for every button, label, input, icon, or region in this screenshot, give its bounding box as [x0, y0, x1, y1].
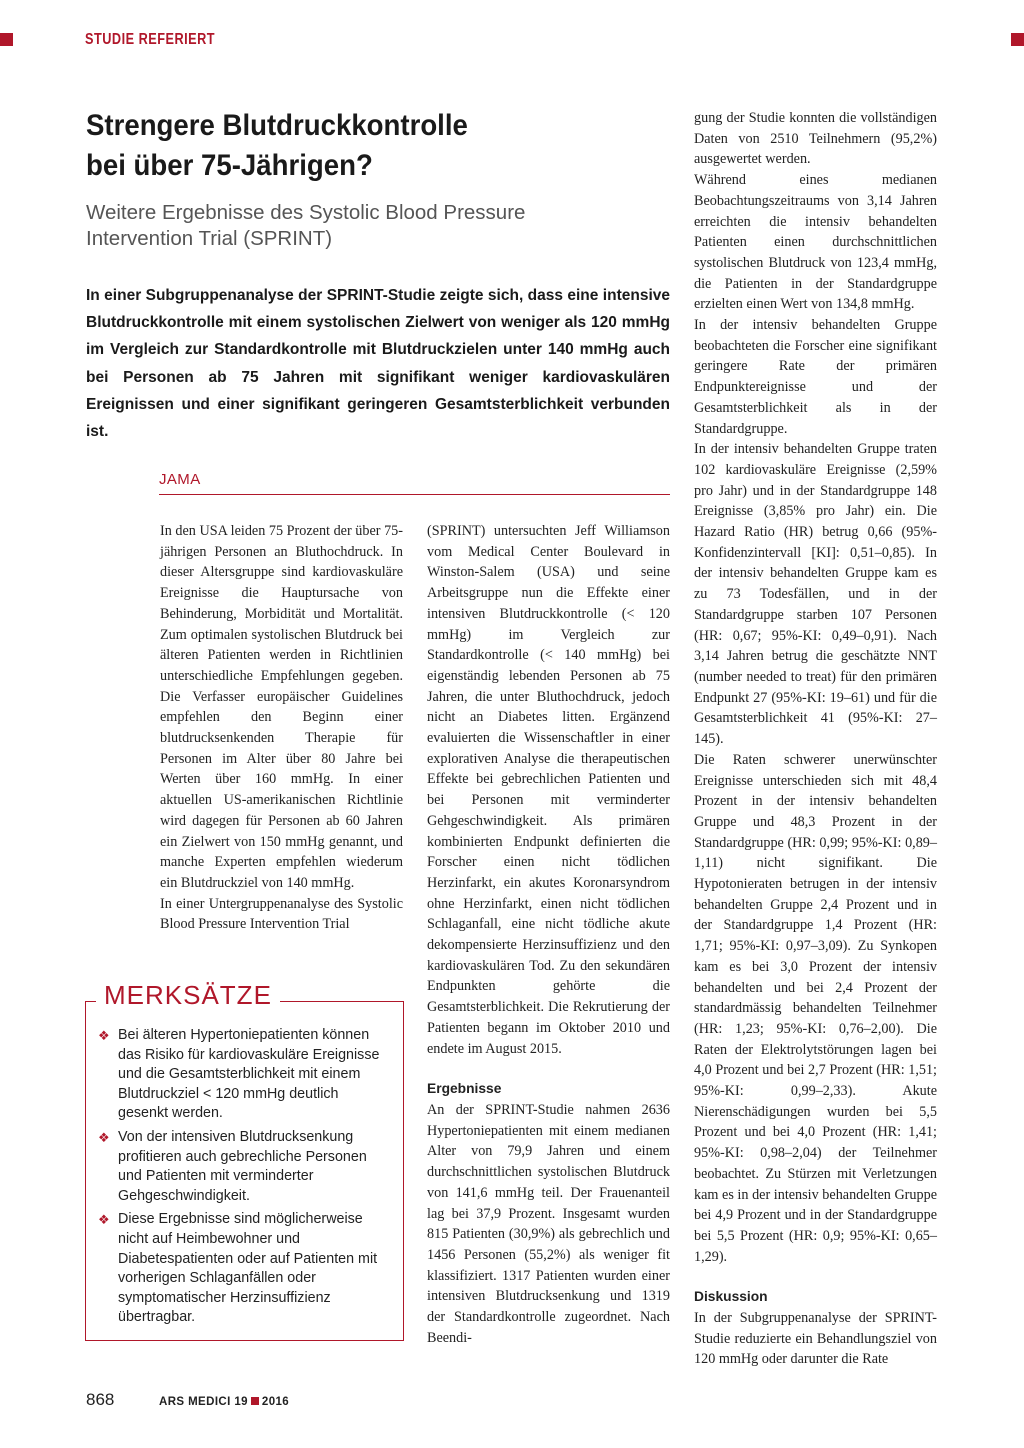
- header-marker-left: [0, 33, 13, 46]
- diamond-bullet-icon: ❖: [98, 1129, 110, 1145]
- column-3-paragraph-6: In der Subgruppenanalyse der SPRINT-Studie reduzierte ein Behandlungsziel von 120 mmHg oder darunter die Rate: [694, 1310, 937, 1368]
- source-label: JAMA: [159, 471, 201, 488]
- column-1-paragraph-1: In den USA leiden 75 Prozent der über 75-jährigen Personen an Bluthochdruck. In dieser Altersgruppe sind kardiovaskuläre Ereignisse die Hauptursache von Behinderung, Morbidität und Mortalität. Zum optimalen systolischen Blutdruck bei älteren Patienten werden in Richtlinien unterschiedliche Empfehlungen gegeben. Die Verfasser europäischer Guidelines empfehlen den Beginn einer blutdrucksenkenden Therapie für Personen im Alter über 80 Jahre bei Werten über 160 mmHg. In einer aktuellen US-amerikanischen Richtlinie wird dagegen für Personen ab 60 Jahren ein Zielwert von 150 mmHg genannt, und manche Experten empfehlen wiederum ein Blutdruckziel von 140 mmHg.: [160, 523, 403, 891]
- section-heading-diskussion: Diskussion: [694, 1289, 768, 1305]
- column-1: [160, 521, 403, 935]
- merksaetze-rule-right: [268, 1001, 403, 1002]
- diamond-bullet-icon: ❖: [98, 1028, 110, 1043]
- column-3: [694, 108, 937, 1370]
- column-3-paragraph-5: Die Raten schwerer unerwünschter Ereignisse unterschieden sich mit 48,4 Prozent in der intensiv behandelten Gruppe und 48,3 Prozent in der Standardgruppe (HR: 0,99; 95%-KI: 0,89–1,11) nicht signifikant. Die Hypotonieraten betrugen in der intensiv behandelten Gruppe 2,4 Prozent und in der Standardgruppe 1,4 Prozent (HR: 1,71; 95%-KI: 0,97–3,09). Zu Synkopen kam es bei 3,0 Prozent der intensiv behandelten und bei 2,4 Prozent der standardmässig behandelten Teilnehmer (HR: 1,23; 95%-KI: 0,76–2,00). Die Raten der Elektrolytstörungen lagen bei 4,0 Prozent und bei 2,7 Prozent (HR: 1,51; 95%-KI: 0,99–2,33). Akute Nierenschädigungen wurden bei 5,5 Prozent und bei 4,0 Prozent (HR: 1,41; 95%-KI: 0,98–2,04) der Teilnehmer beobachtet. Zu Stürzen mit Verletzungen kam es in der intensiv behandelten Gruppe bei 4,9 Prozent und in der Standardgruppe bei 5,5 Prozent (HR: 0,9; 95%-KI: 0,65–1,29).: [694, 751, 937, 1265]
- merksatz-item: [98, 1210, 392, 1328]
- merksatz-text: Bei älteren Hypertoniepatienten können das Risiko für kardiovaskuläre Ereignisse und die Gesamtsterblichkeit mit einem Blutdruckziel < 120 mmHg deutlich gesenkt werden.: [118, 1027, 380, 1122]
- journal-year: 2016: [261, 1396, 290, 1408]
- article-subtitle: [86, 200, 556, 252]
- column-3-paragraph-3: In der intensiv behandelten Gruppe beobachteten die Forscher eine signifikant geringere Rate der primären Endpunktereignisse und der Gesamtsterblichkeit als in der Standardgruppe.: [694, 317, 937, 437]
- column-3-paragraph-2: Während eines medianen Beobachtungszeitraums von 3,14 Jahren erreichten die intensiv behandelten Patienten einen durchschnittlichen systolischen Blutdruck von 123,4 mmHg, die Patienten in der Standardgruppe erzielten einen Wert von 134,8 mmHg.: [694, 172, 937, 313]
- column-3-paragraph-4: In der intensiv behandelten Gruppe traten 102 kardiovaskuläre Ereignisse (2,59% pro Jahr) und in der Standardgruppe 148 Ereignisse (3,85% pro Jahr) ein. Die Hazard Ratio (HR) betrug 0,66 (95%-Konfidenzintervall [KI]: 0,51–0,85). In der intensiv behandelten Gruppe kam es zu 73 Todesfällen, und in der Standardgruppe starben 107 Personen (HR: 0,67; 95%-KI: 0,49–0,91). Nach 3,14 Jahren betrug die geschätzte NNT (number needed to treat) für den primären Endpunkt 27 (95%-KI: 19–61) und für die Gesamtsterblichkeit 41 (95%-KI: 27–145).: [694, 441, 937, 748]
- merksatz-item: [98, 1128, 392, 1206]
- lead-paragraph: In einer Subgruppenanalyse der SPRINT-Studie zeigte sich, dass eine intensive Blutdruckkontrolle mit einem systolischen Zielwert von weniger als 120 mmHg im Vergleich zur Standardkontrolle mit Blutdruckzielen unter 140 mmHg auch bei Personen ab 75 Jahren mit signifikant weniger kardiovaskulären Ereignissen und einer signifikant geringeren Gesamtsterblichkeit verbunden ist.: [86, 287, 670, 441]
- column-2-paragraph-1: (SPRINT) untersuchten Jeff Williamson vom Medical Center Boulevard in Winston-Salem (USA) und seine Arbeitsgruppe nun die Effekte einer intensiven Blutdruckkontrolle (< 120 mmHg) im Vergleich zur Standardkontrolle (< 140 mmHg) bei eigenständig lebenden Personen ab 75 Jahren, die unter Bluthochdruck, jedoch nicht an Diabetes litten. Ergänzend evaluierten die Wissenschaftler in einer explorativen Analyse die therapeutischen Effekte bei gebrechlichen Patienten und bei Personen mit verminderter Gehgeschwindigkeit. Als primären kombinierten Endpunkt definierten die Forscher einen nicht tödlichen Herzinfarkt, ein akutes Koronarsyndrom ohne Herzinfarkt, einen nicht tödlichen Schlaganfall, eine nicht tödliche akute dekompensierte Herzinsuffizienz und den kardiovaskulären Tod. Zu den sekundären Endpunkten gehörte die Gesamtsterblichkeit. Die Rekrutierung der Patienten begann im Oktober 2010 und endete im August 2015.: [427, 523, 670, 1057]
- column-2: [427, 521, 670, 1348]
- source-divider: [159, 494, 670, 495]
- subtitle-line-2: Intervention Trial (SPRINT): [86, 227, 333, 250]
- merksatz-item: [98, 1026, 392, 1124]
- column-2-paragraph-2: An der SPRINT-Studie nahmen 2636 Hypertoniepatienten mit einem medianen Alter von 79,9 Jahren und einem durchschnittlichen systolischen Blutdruck von 141,6 mmHg teil. Der Frauenanteil lag bei 37,9 Prozent. Insgesamt wurden 815 Patienten (30,9%) als gebrechlich und 1456 Personen (55,2%) als weniger fit klassifiziert. 1317 Patienten wurden einer intensiven Blutdrucksenkung und 1319 der Standardkontrolle zugeordnet. Nach Beendi-: [427, 1101, 670, 1346]
- merksatz-text: Von der intensiven Blutdrucksenkung profitieren auch gebrechliche Personen und Patienten mit verminderter Gehgeschwindigkeit.: [118, 1128, 367, 1204]
- footer-square-icon: [251, 1397, 259, 1405]
- section-label: STUDIE REFERIERT: [85, 31, 216, 48]
- merksaetze-list: [98, 1026, 392, 1332]
- column-3-paragraph-1: gung der Studie konnten die vollständigen Daten von 2510 Teilnehmern (95,2%) ausgewertet werden.: [694, 110, 937, 168]
- header-marker-right: [1011, 33, 1024, 46]
- title-line-2: bei über 75-Jährigen?: [86, 149, 373, 182]
- journal-title: ARS MEDICI 19: [159, 1396, 248, 1408]
- diamond-bullet-icon: ❖: [98, 1212, 110, 1228]
- subtitle-line-1: Weitere Ergebnisse des Systolic Blood Pressure: [86, 201, 526, 224]
- page-number: 868: [86, 1390, 115, 1409]
- merksatz-text: Diese Ergebnisse sind möglicherweise nicht auf Heimbewohner und Diabetespatienten oder auf Patienten mit vorherigen Schlaganfällen oder symptomatischer Herzinsuffizienz übertragbar.: [118, 1211, 378, 1326]
- article-title: [86, 106, 528, 186]
- column-1-paragraph-2: In einer Untergruppenanalyse des Systolic Blood Pressure Intervention Trial: [160, 895, 403, 933]
- title-line-1: Strengere Blutdruckkontrolle: [86, 109, 468, 142]
- merksaetze-title: MERKSÄTZE: [96, 980, 280, 1010]
- section-heading-ergebnisse: Ergebnisse: [427, 1081, 502, 1097]
- journal-name: [159, 1396, 289, 1408]
